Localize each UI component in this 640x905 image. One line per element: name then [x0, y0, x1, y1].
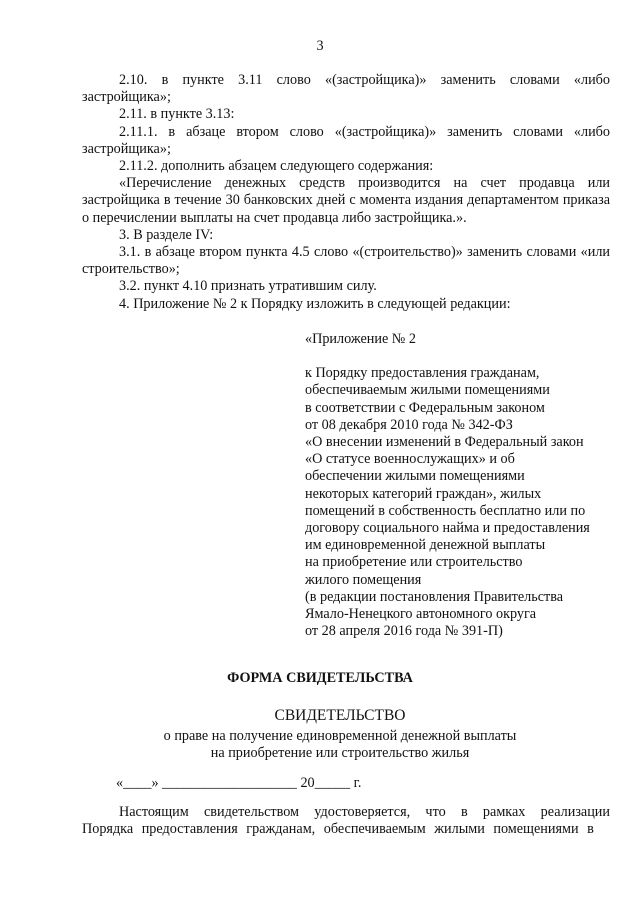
appendix-line: (в редакции постановления Правительства [305, 588, 564, 605]
paragraph-3-1: 3.1. в абзаце втором пункта 4.5 слово «(строительство)» заменить словами «или строительство»; [82, 244, 610, 278]
certificate-subtitle-1: о праве на получение единовременной денежной выплаты [163, 728, 517, 745]
paragraph-quote: «Перечисление денежных средств производится на счет продавца или застройщика в течение 30 банковских дней с момента издания департаментом приказа о перечислении выплаты на счет продавца либо застройщика.». [82, 175, 610, 226]
paragraph-3-2: 3.2. пункт 4.10 признать утратившим силу. [119, 278, 377, 295]
certificate-title: СВИДЕТЕЛЬСТВО [274, 707, 406, 724]
paragraph-2-11: 2.11. в пункте 3.13: [119, 106, 235, 123]
appendix-line: обеспечении жилыми помещениями [305, 468, 525, 485]
closing-text [82, 804, 610, 838]
appendix-line: в соответствии с Федеральным законом [305, 399, 545, 416]
appendix-lines [305, 365, 625, 640]
appendix-line: жилого помещения [305, 571, 422, 588]
paragraph-2-10: 2.10. в пункте 3.11 слово «(застройщика)» заменить словами «либо застройщика»; [82, 72, 610, 106]
appendix-line: им единовременной денежной выплаты [305, 537, 546, 554]
appendix-line: договору социального найма и предоставления [305, 520, 590, 537]
appendix-line: от 28 апреля 2016 года № 391-П) [305, 623, 503, 640]
closing-paragraph: Настоящим свидетельством удостоверяется, что в рамках реализации Порядка предоставления гражданам, обеспечиваемым жилыми помещениями в [82, 804, 610, 838]
appendix-line: обеспечиваемым жилыми помещениями [305, 382, 550, 399]
date-line: «____» ___________________ 20_____ г. [116, 775, 362, 791]
appendix-line: к Порядку предоставления гражданам, [305, 365, 540, 382]
certificate-subtitle-2: на приобретение или строительство жилья [210, 745, 470, 762]
paragraph-3: 3. В разделе IV: [119, 226, 214, 243]
certificate-heading [0, 707, 640, 763]
appendix-line: от 08 декабря 2010 года № 342-ФЗ [305, 416, 513, 433]
amendments-text [82, 72, 610, 313]
form-title: ФОРМА СВИДЕТЕЛЬСТВА [227, 670, 413, 686]
appendix-block [305, 331, 625, 640]
appendix-line: Ямало-Ненецкого автономного округа [305, 606, 537, 623]
paragraph-2-11-2: 2.11.2. дополнить абзацем следующего содержания: [119, 158, 434, 175]
appendix-line: «О статусе военнослужащих» и об [305, 451, 515, 468]
appendix-heading: «Приложение № 2 [305, 331, 416, 347]
appendix-line: «О внесении изменений в Федеральный закон [305, 434, 584, 451]
appendix-line: на приобретение или строительство [305, 554, 523, 571]
appendix-line: некоторых категорий граждан», жилых [305, 485, 542, 502]
paragraph-4: 4. Приложение № 2 к Порядку изложить в следующей редакции: [119, 295, 511, 312]
appendix-line: помещений в собственность бесплатно или по [305, 502, 586, 519]
page-number: 3 [316, 38, 324, 54]
paragraph-2-11-1: 2.11.1. в абзаце втором слово «(застройщика)» заменить словами «либо застройщика»; [82, 123, 610, 157]
